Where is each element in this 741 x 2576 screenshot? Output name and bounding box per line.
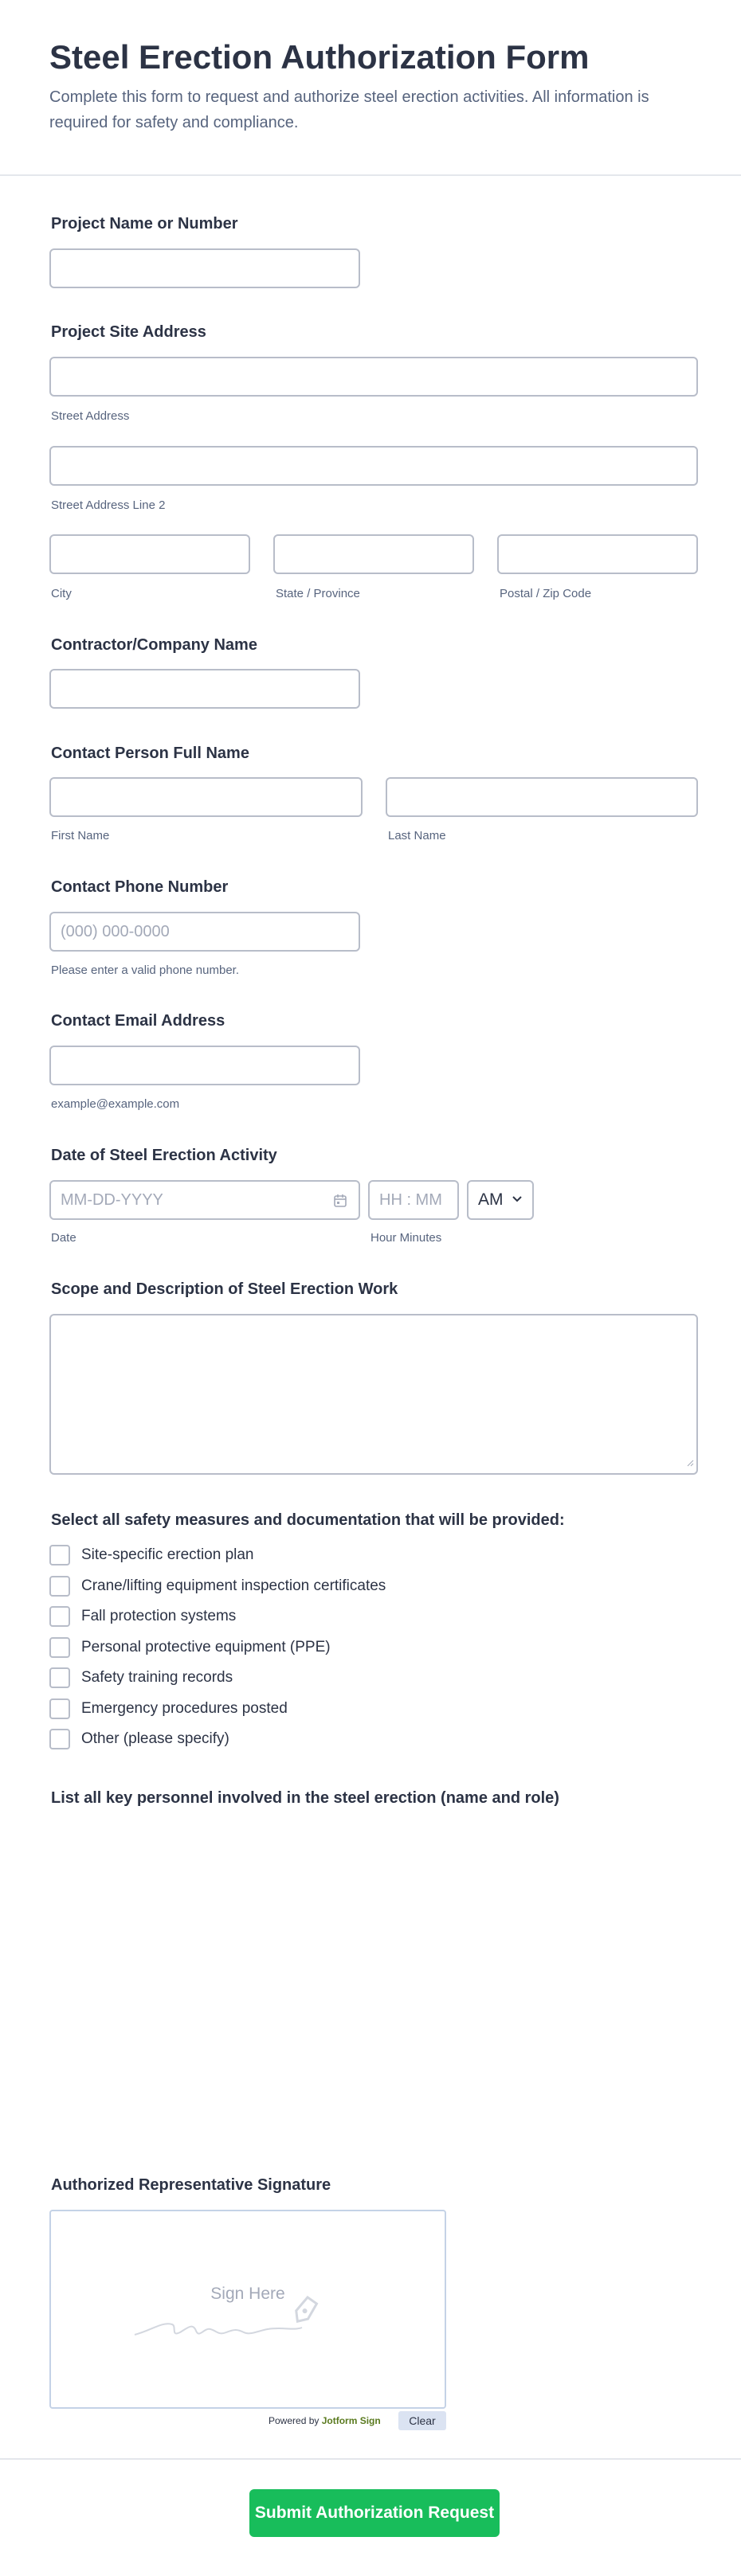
checkbox-label: Other (please specify) bbox=[81, 1730, 229, 1747]
first-name-sublabel: First Name bbox=[51, 829, 110, 842]
date-label: Date of Steel Erection Activity bbox=[51, 1147, 277, 1164]
time-input[interactable] bbox=[368, 1180, 459, 1220]
checkbox[interactable] bbox=[49, 1576, 70, 1597]
phone-label: Contact Phone Number bbox=[51, 878, 229, 896]
first-name-input[interactable] bbox=[49, 777, 363, 817]
form-subtitle: Complete this form to request and authorize steel erection activities. All information is required for safety and compliance. bbox=[49, 88, 649, 131]
time-sublabel: Hour Minutes bbox=[370, 1231, 442, 1245]
resize-handle-icon[interactable] bbox=[686, 1456, 694, 1471]
contact-name-label: Contact Person Full Name bbox=[51, 745, 249, 762]
state-sublabel: State / Province bbox=[276, 587, 360, 600]
email-label: Contact Email Address bbox=[51, 1012, 225, 1030]
email-input[interactable] bbox=[49, 1046, 360, 1085]
header-divider bbox=[0, 174, 741, 176]
chevron-down-icon bbox=[512, 1193, 523, 1207]
checkbox-label: Emergency procedures posted bbox=[81, 1700, 288, 1717]
ampm-select[interactable] bbox=[467, 1180, 534, 1220]
checkbox-label: Site-specific erection plan bbox=[81, 1546, 254, 1563]
checkbox[interactable] bbox=[49, 1698, 70, 1719]
state-input[interactable] bbox=[273, 534, 474, 574]
email-sublabel: example@example.com bbox=[51, 1097, 180, 1111]
city-sublabel: City bbox=[51, 587, 72, 600]
time-placeholder: HH : MM bbox=[379, 1191, 442, 1209]
signature-pad[interactable] bbox=[49, 2210, 446, 2409]
checkbox-option[interactable] bbox=[49, 1698, 288, 1719]
personnel-label: List all key personnel involved in the steel erection (name and role) bbox=[51, 1789, 559, 1807]
checkbox-option[interactable] bbox=[49, 1637, 331, 1658]
checkbox-label: Fall protection systems bbox=[81, 1608, 237, 1624]
phone-placeholder: (000) 000-0000 bbox=[61, 923, 170, 940]
date-placeholder: MM-DD-YYYY bbox=[61, 1191, 163, 1209]
project-label: Project Name or Number bbox=[51, 215, 238, 233]
phone-sublabel: Please enter a valid phone number. bbox=[51, 964, 239, 977]
powered-by bbox=[269, 2415, 381, 2426]
contractor-label: Contractor/Company Name bbox=[51, 636, 257, 654]
contractor-input[interactable] bbox=[49, 669, 360, 709]
submit-button[interactable]: Submit Authorization Request bbox=[249, 2489, 500, 2537]
checkbox-option[interactable] bbox=[49, 1545, 254, 1566]
powered-by-text: Powered by bbox=[269, 2415, 320, 2426]
checkbox[interactable] bbox=[49, 1637, 70, 1658]
street-address-2-input[interactable] bbox=[49, 446, 698, 486]
checkbox-option[interactable] bbox=[49, 1576, 386, 1597]
street-address-sublabel: Street Address bbox=[51, 409, 130, 423]
scope-textarea[interactable] bbox=[49, 1314, 698, 1475]
signature-label: Authorized Representative Signature bbox=[51, 2176, 331, 2194]
form-title: Steel Erection Authorization Form bbox=[49, 38, 590, 76]
date-input[interactable] bbox=[49, 1180, 360, 1220]
sign-here-placeholder: Sign Here bbox=[210, 2285, 285, 2303]
phone-input[interactable] bbox=[49, 912, 360, 952]
zip-input[interactable] bbox=[497, 534, 698, 574]
footer-divider bbox=[0, 2458, 741, 2460]
street-address-input[interactable] bbox=[49, 357, 698, 397]
checkbox[interactable] bbox=[49, 1729, 70, 1749]
calendar-icon[interactable] bbox=[333, 1194, 347, 1212]
checkbox-label: Crane/lifting equipment inspection certificates bbox=[81, 1577, 386, 1594]
city-input[interactable] bbox=[49, 534, 250, 574]
checkbox-option[interactable] bbox=[49, 1606, 236, 1627]
checkbox[interactable] bbox=[49, 1606, 70, 1627]
street-address-2-sublabel: Street Address Line 2 bbox=[51, 498, 166, 512]
clear-signature-button[interactable]: Clear bbox=[398, 2411, 446, 2430]
scope-label: Scope and Description of Steel Erection Work bbox=[51, 1280, 398, 1298]
address-label: Project Site Address bbox=[51, 323, 206, 341]
last-name-input[interactable] bbox=[386, 777, 698, 817]
date-sublabel: Date bbox=[51, 1231, 76, 1245]
zip-sublabel: Postal / Zip Code bbox=[500, 587, 592, 600]
checkbox[interactable] bbox=[49, 1545, 70, 1566]
checkbox[interactable] bbox=[49, 1667, 70, 1688]
jotform-sign-brand[interactable]: Jotform Sign bbox=[321, 2415, 381, 2426]
safety-label: Select all safety measures and documentation that will be provided: bbox=[51, 1511, 565, 1529]
checkbox-label: Safety training records bbox=[81, 1669, 233, 1686]
ampm-value: AM bbox=[478, 1190, 504, 1209]
checkbox-label: Personal protective equipment (PPE) bbox=[81, 1639, 331, 1655]
project-input[interactable] bbox=[49, 248, 360, 288]
checkbox-option[interactable] bbox=[49, 1729, 229, 1749]
checkbox-option[interactable] bbox=[49, 1667, 233, 1688]
last-name-sublabel: Last Name bbox=[388, 829, 446, 842]
signature-scribble-icon bbox=[131, 2283, 370, 2347]
